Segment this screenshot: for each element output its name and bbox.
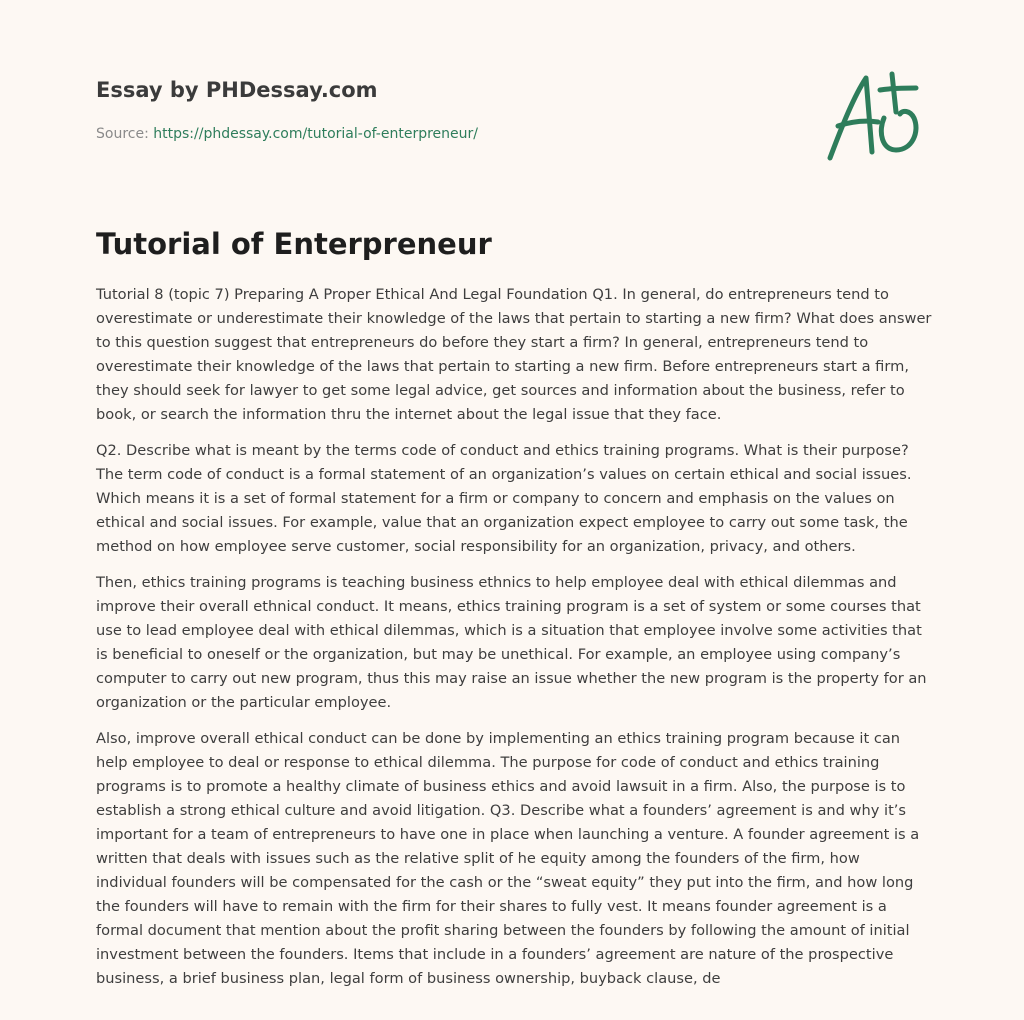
source-line	[96, 124, 796, 144]
essay-body	[96, 283, 932, 1003]
brand-title: Essay by PHDessay.com	[96, 78, 378, 102]
essay-paragraph: Also, improve overall ethical conduct can be done by implementing an ethics training program because it can help employee to deal or response to ethical dilemma. The purpose for code of conduct and ethics training programs is to promote a healthy climate of business ethics and avoid lawsuit in a firm. Also, the purpose is to establish a strong ethical culture and avoid litigation. Q3. Describe what a founders’ agreement is and why it’s important for a team of entrepreneurs to have one in place when launching a venture. A founder agreement is a written that deals with issues such as the relative split of he equity among the founders of the firm, how individual founders will be compensated for the cash or the “sweat equity” they put into the firm, and how long the founders will have to remain with the firm for their shares to fully vest. It means founder agreement is a formal document that mention about the profit sharing between the founders by following the amount of initial investment between the founders. Items that include in a founders’ agreement are nature of the prospective business, a brief business plan, legal form of business ownership, buyback clause, de	[96, 730, 920, 987]
source-link[interactable]: https://phdessay.com/tutorial-of-enterpreneur/	[153, 126, 478, 142]
essay-paragraph: Tutorial 8 (topic 7) Preparing A Proper Ethical And Legal Foundation Q1. In general, do entrepreneurs tend to overestimate or underestimate their knowledge of the laws that pertain to starting a new firm? What does answer to this question suggest that entrepreneurs do before they start a firm? In general, entrepreneurs tend to overestimate their knowledge of the laws that pertain to starting a new firm. Before entrepreneurs start a firm, they should seek for lawyer to get some legal advice, get sources and information about the business, refer to book, or search the information thru the internet about the legal issue that they face.	[96, 286, 932, 423]
essay-paragraph: Then, ethics training programs is teaching business ethnics to help employee deal with ethical dilemmas and improve their overall ethnical conduct. It means, ethics training program is a set of system or some courses that use to lead employee deal with ethical dilemmas, which is a situation that employee involve some activities that is beneficial to oneself or the organization, but may be unethical. For example, an employee using company’s computer to carry out new program, thus this may raise an issue whether the new program is the property for an organization or the particular employee.	[96, 574, 927, 711]
essay-title: Tutorial of Enterpreneur	[96, 227, 492, 261]
a-plus-icon	[822, 66, 932, 166]
essay-header	[96, 76, 796, 144]
source-label: Source:	[96, 126, 154, 142]
essay-paragraph: Q2. Describe what is meant by the terms code of conduct and ethics training programs. What is their purpose? The term code of conduct is a formal statement of an organization’s values on certain ethical and social issues. Which means it is a set of formal statement for a firm or company to concern and emphasis on the values on ethical and social issues. For example, value that an organization expect employee to carry out some task, the method on how employee serve customer, social responsibility for an organization, privacy, and others.	[96, 442, 912, 555]
